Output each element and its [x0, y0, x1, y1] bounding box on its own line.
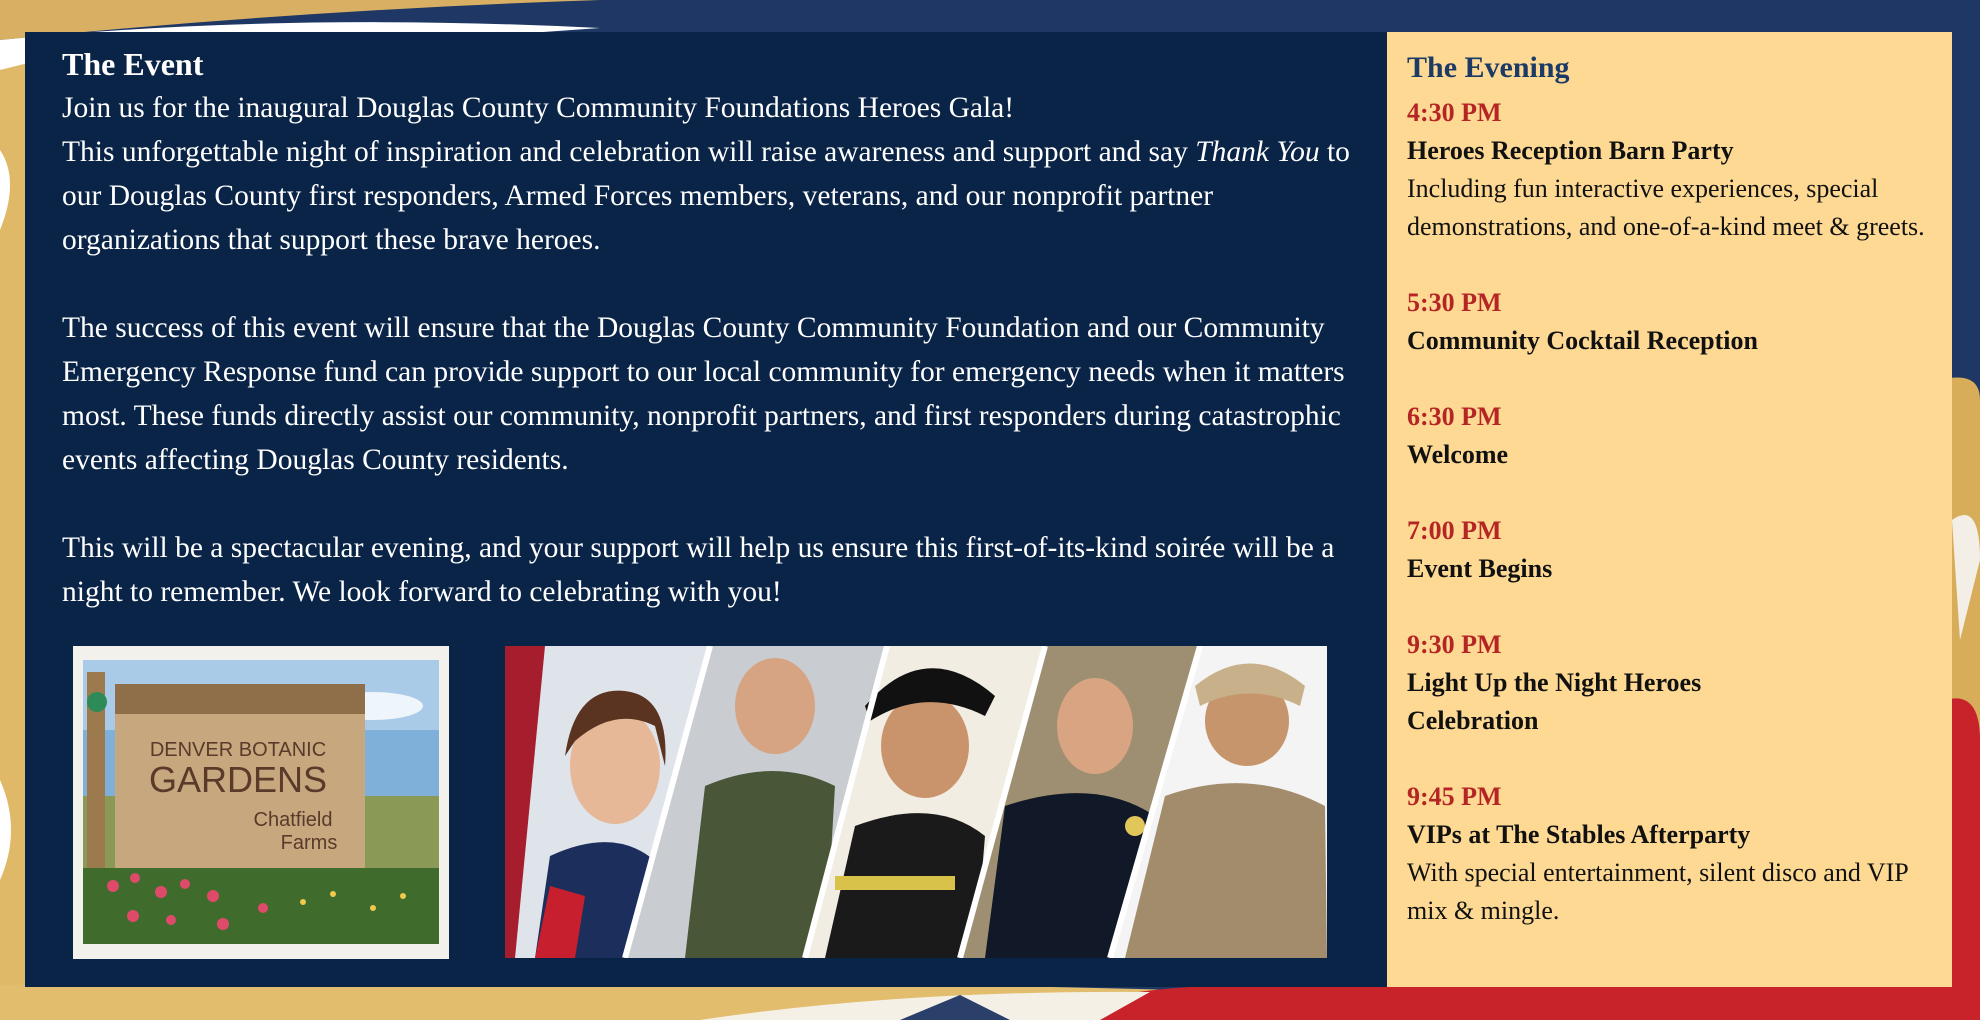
schedule-list	[1407, 94, 1934, 930]
schedule-time: 9:30 PM	[1407, 630, 1502, 659]
police-officer-face	[735, 658, 815, 754]
schedule-item	[1407, 284, 1934, 360]
schedule-item	[1407, 778, 1934, 930]
sign-text-farms: Farms	[280, 832, 338, 854]
event-intro-line: Join us for the inaugural Douglas County Community Foundations Heroes Gala!	[62, 92, 1015, 124]
schedule-time: 6:30 PM	[1407, 402, 1502, 431]
schedule-time: 7:00 PM	[1407, 516, 1502, 545]
schedule-title: Event Begins	[1407, 554, 1553, 583]
evening-panel	[1387, 32, 1952, 987]
schedule-time: 4:30 PM	[1407, 98, 1502, 127]
heroes-collage-photo	[505, 646, 1327, 958]
event-intro-post: to our Douglas County first responders, Armed Forces members, veterans, and our nonprofit partner organizations that support these brave heroes.	[62, 136, 1350, 256]
schedule-item	[1407, 94, 1934, 246]
schedule-title: Welcome	[1407, 440, 1509, 469]
schedule-title: Community Cocktail Reception	[1407, 326, 1758, 355]
firefighter-face	[881, 694, 969, 798]
sign-text-gardens: GARDENS	[148, 759, 328, 800]
sign-text-chatfield: Chatfield	[253, 809, 333, 831]
evening-heading: The Evening	[1407, 51, 1570, 84]
event-panel	[25, 32, 1387, 987]
sign-text-denver: DENVER BOTANIC	[149, 739, 327, 761]
event-intro-emphasis: Thank You	[1195, 136, 1320, 168]
schedule-description: With special entertainment, silent disco and VIP mix & mingle.	[1407, 858, 1908, 925]
event-closing-paragraph: This will be a spectacular evening, and your support will help us ensure this first-of-its-kind soirée will be a night to remember. We look forward to celebrating with you!	[62, 532, 1335, 608]
event-body	[62, 86, 1351, 614]
event-success-paragraph: The success of this event will ensure that the Douglas County Community Foundation and our Community Emergency Response fund can provide support to our local community for emergency needs when it matters most. These funds directly assist our community, nonprofit partners, and first responders during catastrophic events affecting Douglas County residents.	[62, 312, 1345, 476]
schedule-title: Heroes Reception Barn Party	[1407, 136, 1734, 165]
schedule-title: Light Up the Night Heroes Celebration	[1407, 668, 1702, 735]
schedule-item	[1407, 512, 1934, 588]
schedule-description: Including fun interactive experiences, special demonstrations, and one-of-a-kind meet & greets.	[1407, 174, 1925, 241]
schedule-time: 9:45 PM	[1407, 782, 1502, 811]
officer-face	[1057, 678, 1133, 774]
schedule-item	[1407, 398, 1934, 474]
heroes-collage-illustration	[505, 646, 1327, 958]
schedule-time: 5:30 PM	[1407, 288, 1502, 317]
event-intro-paragraph	[62, 86, 1351, 262]
schedule-title: VIPs at The Stables Afterparty	[1407, 820, 1751, 849]
event-heading: The Event	[62, 46, 204, 82]
garden-sign-photo	[73, 646, 449, 959]
garden-sign-illustration	[73, 646, 449, 959]
event-intro-pre: This unforgettable night of inspiration and celebration will raise awareness and support and say	[62, 136, 1188, 168]
schedule-item	[1407, 626, 1934, 740]
